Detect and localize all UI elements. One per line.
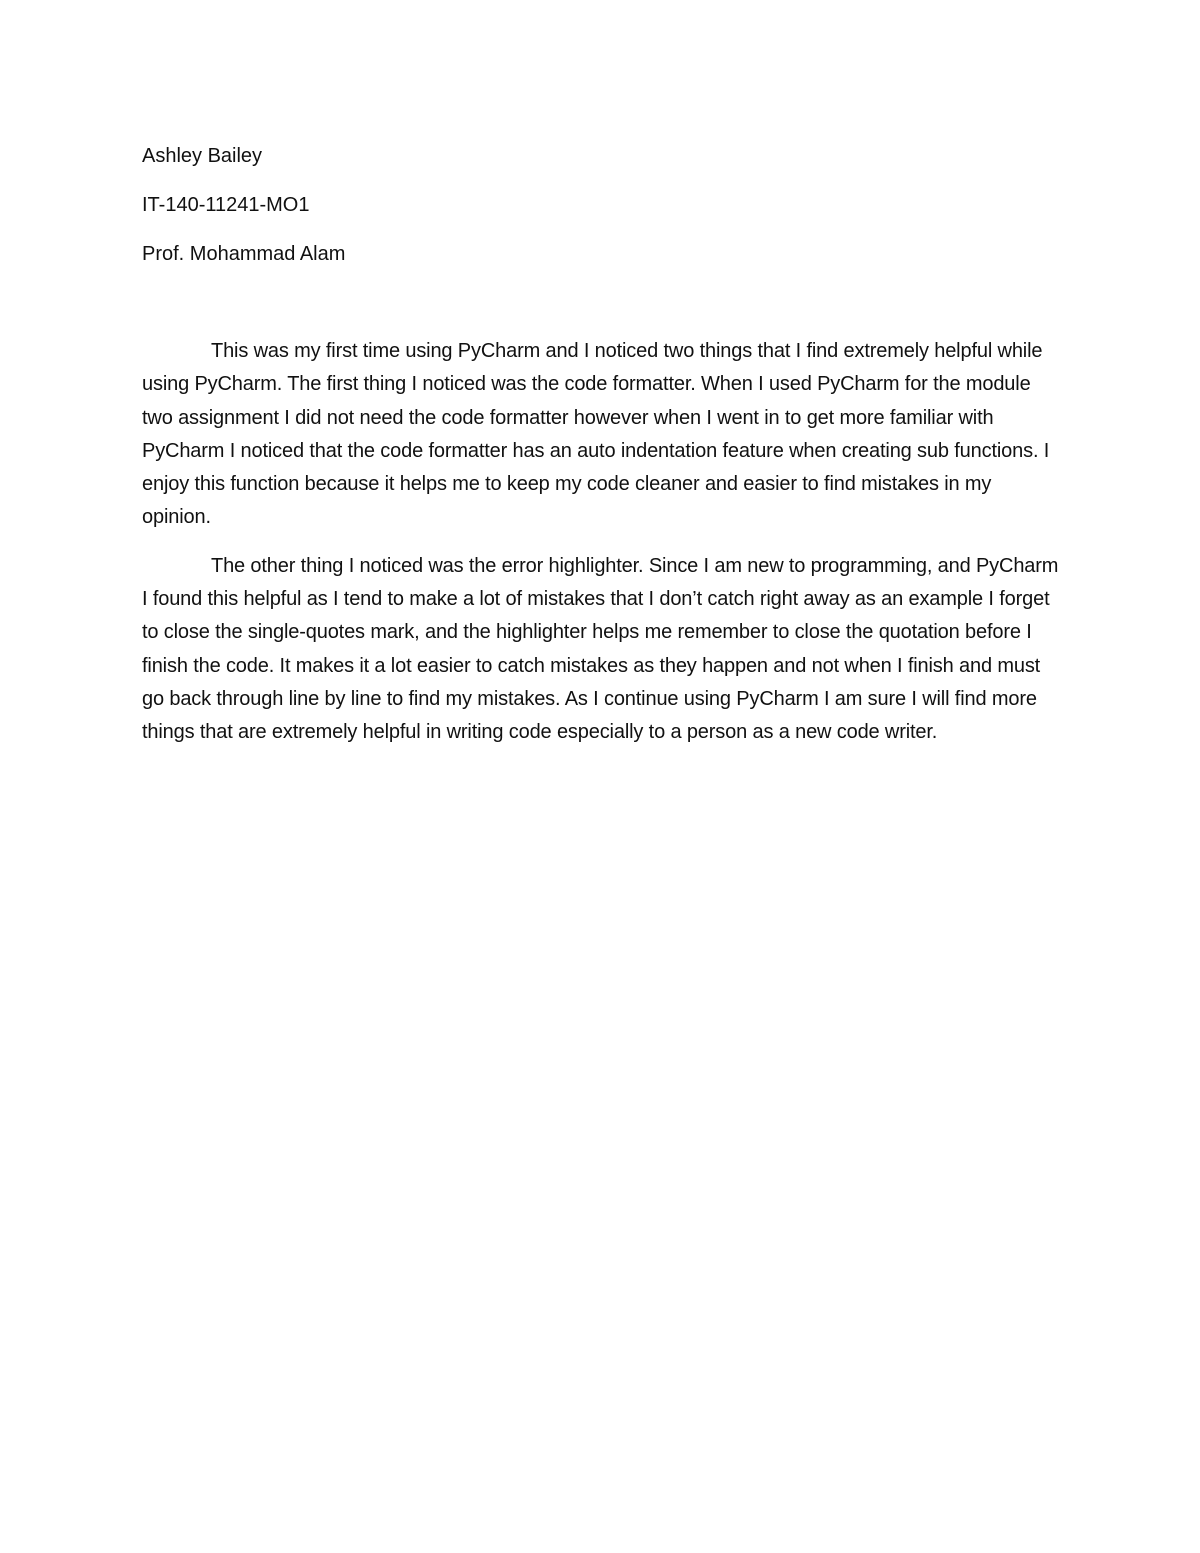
course-code: IT-140-11241-MO1 <box>142 194 310 216</box>
document-body <box>142 335 1060 765</box>
document-header <box>142 142 1062 289</box>
professor-name: Prof. Mohammad Alam <box>142 243 346 265</box>
paragraph-2: The other thing I noticed was the error highlighter. Since I am new to programming, and PyCharm I found this helpful as I tend to make a lot of mistakes that I don’t catch right away as an example I forget to close the single-quotes mark, and the highlighter helps me remember to close the quotation before I finish the code. It makes it a lot easier to catch mistakes as they happen and not when I finish and must go back through line by line to find my mistakes. As I continue using PyCharm I am sure I will find more things that are extremely helpful in writing code especially to a person as a new code writer. <box>142 554 1059 744</box>
paragraph-1: This was my first time using PyCharm and I noticed two things that I find extremely helpful while using PyCharm. The first thing I noticed was the code formatter. When I used PyCharm for the module two assignment I did not need the code formatter however when I went in to get more familiar with PyCharm I noticed that the code formatter has an auto indentation feature when creating sub functions. I enjoy this function because it helps me to keep my code cleaner and easier to find mistakes in my opinion. <box>142 340 1050 529</box>
author-name: Ashley Bailey <box>142 145 263 167</box>
